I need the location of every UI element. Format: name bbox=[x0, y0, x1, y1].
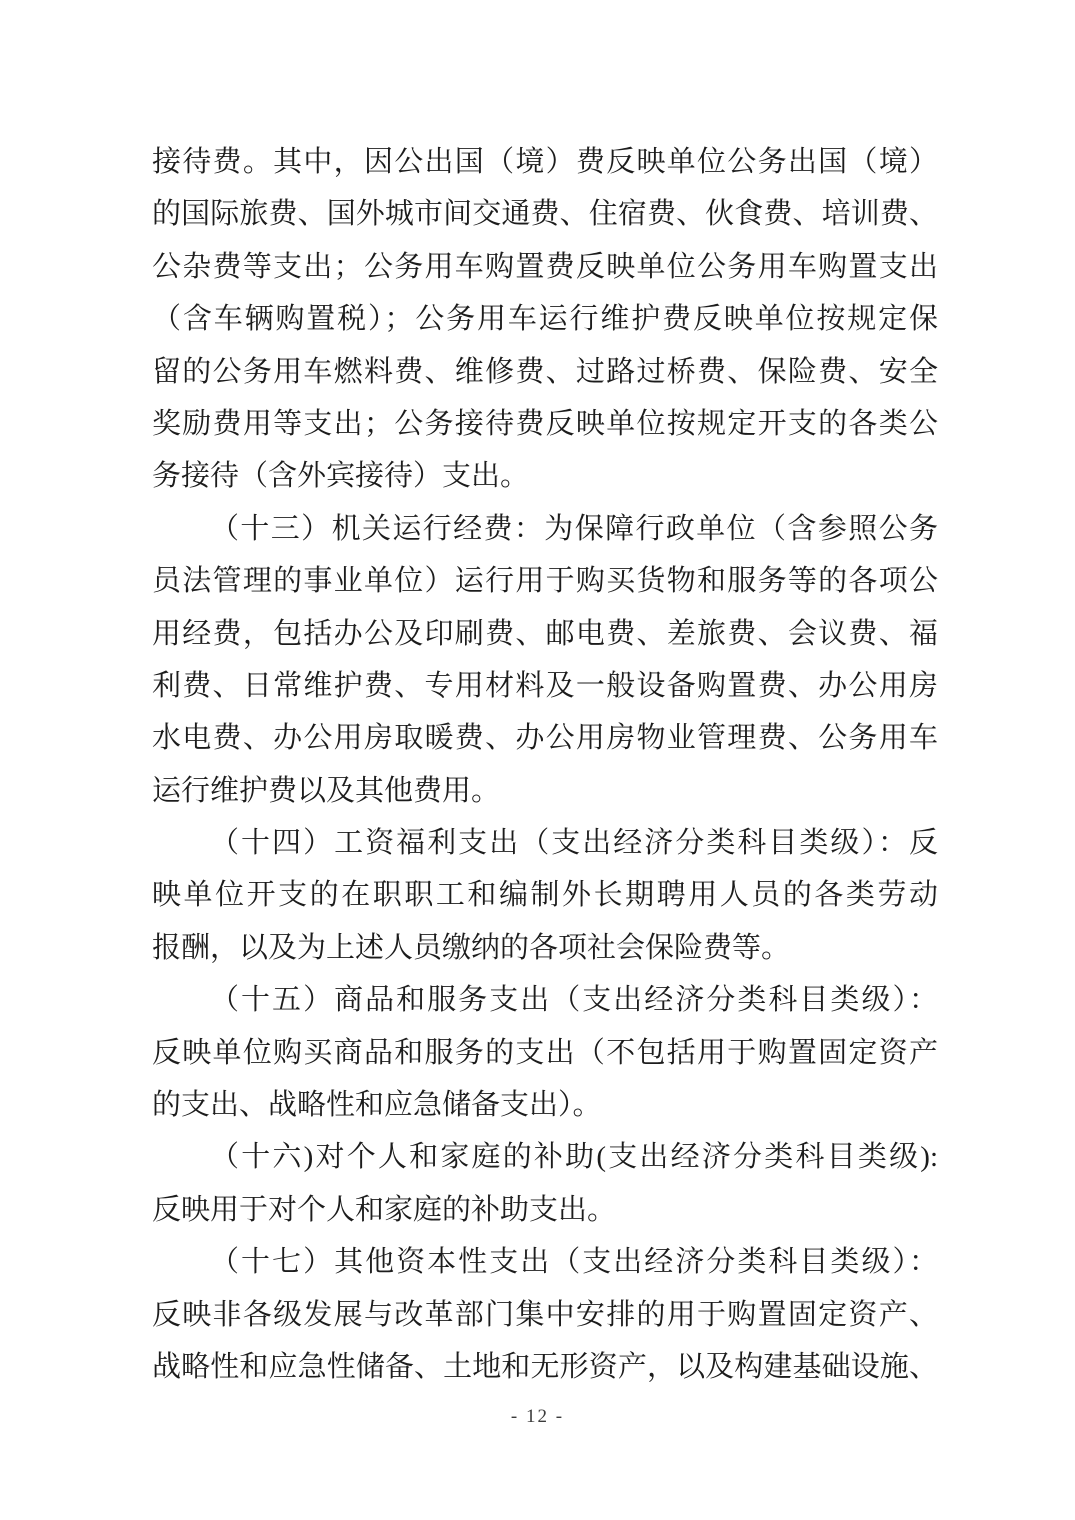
text-line: （十五）商品和服务支出（支出经济分类科目类级）： bbox=[210, 984, 938, 1017]
text-line: 反映单位购买商品和服务的支出（不包括用于购置固定资产 bbox=[152, 1036, 938, 1069]
text-line: 员法管理的事业单位）运行用于购买货物和服务等的各项公 bbox=[152, 565, 938, 598]
text-line: 反映非各级发展与改革部门集中安排的用于购置固定资产、 bbox=[152, 1298, 938, 1331]
text-line: 的国际旅费、国外城市间交通费、住宿费、伙食费、培训费、 bbox=[152, 198, 938, 231]
text-line: 报酬，以及为上述人员缴纳的各项社会保险费等。 bbox=[152, 931, 791, 964]
text-line: 接待费。其中，因公出国（境）费反映单位公务出国（境） bbox=[152, 146, 938, 178]
text-line: 奖励费用等支出；公务接待费反映单位按规定开支的各类公 bbox=[152, 407, 938, 440]
text-line: 水电费、办公用房取暖费、办公用房物业管理费、公务用车 bbox=[152, 722, 938, 755]
text-line: 战略性和应急性储备、土地和无形资产，以及构建基础设施、 bbox=[152, 1350, 938, 1383]
text-line: 映单位开支的在职职工和编制外长期聘用人员的各类劳动 bbox=[152, 879, 938, 912]
text-line: 运行维护费以及其他费用。 bbox=[152, 774, 501, 807]
text-line: （十四）工资福利支出（支出经济分类科目类级）：反 bbox=[210, 827, 938, 860]
text-line: 利费、日常维护费、专用材料及一般设备购置费、办公用房 bbox=[152, 669, 938, 702]
text-body bbox=[152, 136, 938, 1393]
text-line: 公杂费等支出；公务用车购置费反映单位公务用车购置支出 bbox=[152, 250, 938, 283]
text-line: 留的公务用车燃料费、维修费、过路过桥费、保险费、安全 bbox=[152, 355, 938, 388]
text-line: 的支出、战略性和应急储备支出）。 bbox=[152, 1089, 602, 1122]
text-line: 务接待（含外宾接待）支出。 bbox=[152, 460, 530, 493]
text-line: 反映用于对个人和家庭的补助支出。 bbox=[152, 1193, 617, 1226]
text-line: （十七）其他资本性支出（支出经济分类科目类级）： bbox=[210, 1246, 938, 1279]
text-line: （十三）机关运行经费：为保障行政单位（含参照公务 bbox=[210, 512, 938, 545]
page-number: - 12 - bbox=[510, 1406, 565, 1427]
text-line: （含车辆购置税）；公务用车运行维护费反映单位按规定保 bbox=[152, 303, 938, 336]
text-line: （十六)对个人和家庭的补助(支出经济分类科目类级): bbox=[210, 1141, 938, 1174]
text-line: 用经费，包括办公及印刷费、邮电费、差旅费、会议费、福 bbox=[152, 617, 938, 650]
